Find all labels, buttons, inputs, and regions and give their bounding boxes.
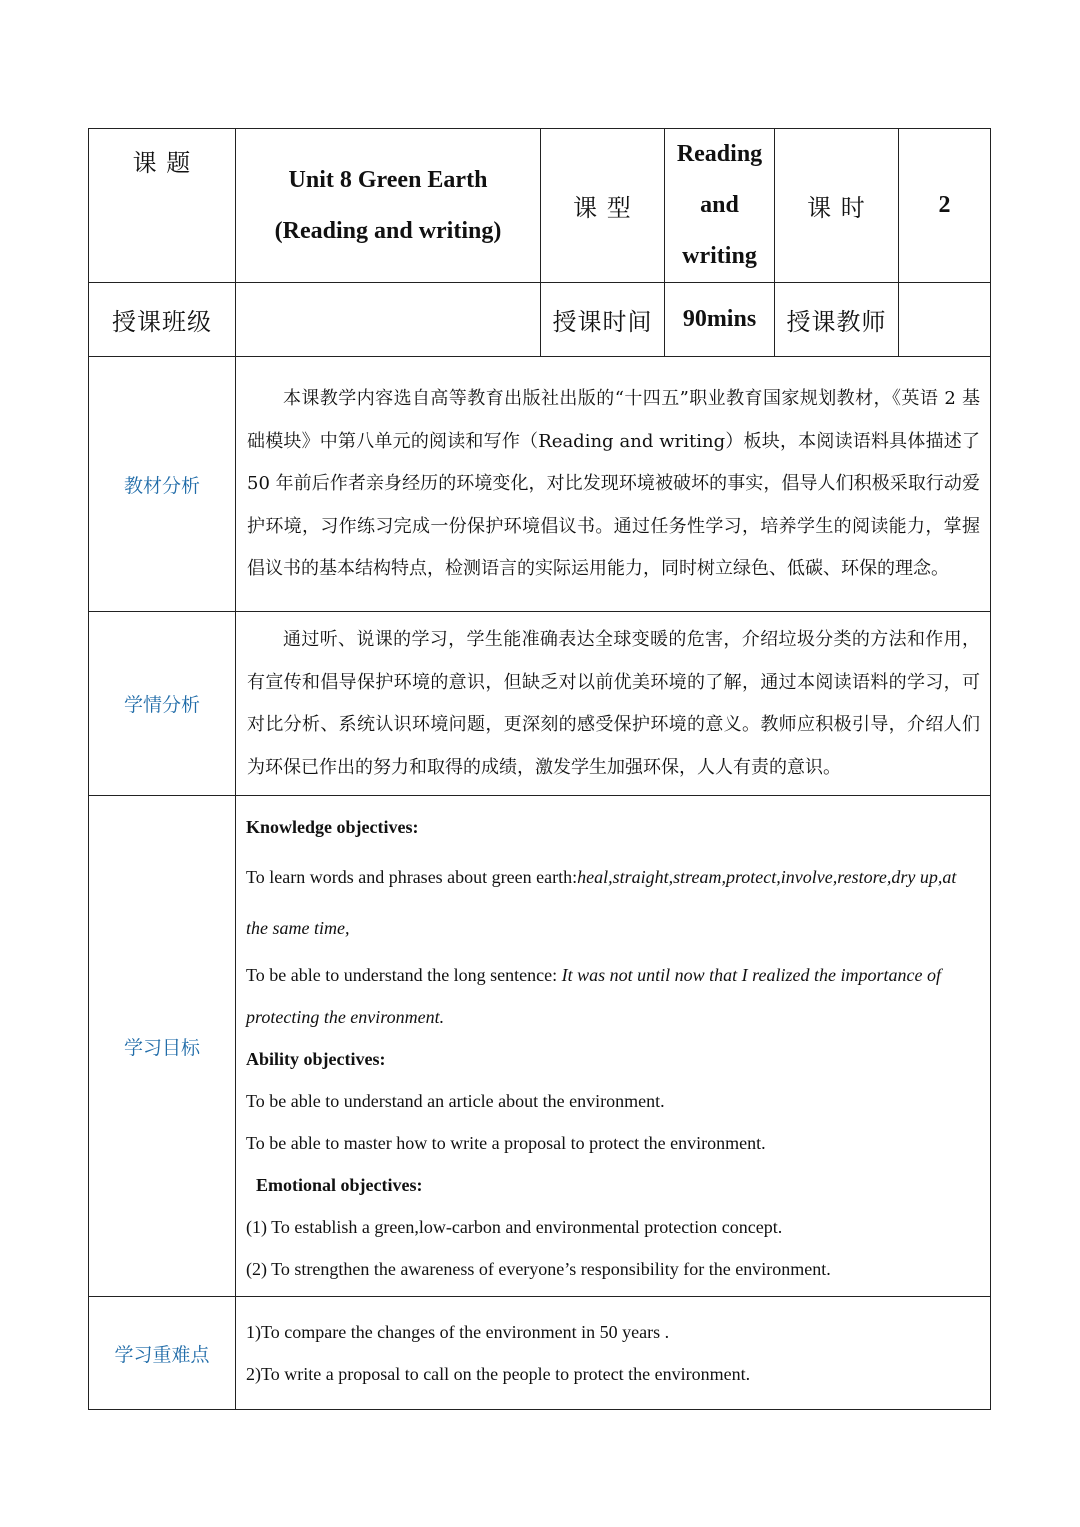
lesson-title-cell bbox=[236, 129, 541, 283]
emotional-item: (2) To strengthen the awareness of everyone’s responsibility for the environment. bbox=[246, 1259, 831, 1279]
time-label: 授课时间 bbox=[552, 308, 653, 336]
lesson-plan-table bbox=[88, 128, 991, 1410]
time-label-cell bbox=[541, 283, 665, 357]
knowledge-words-prefix: To learn words and phrases about green earth: bbox=[246, 867, 578, 887]
learner-analysis-row bbox=[89, 612, 991, 796]
objectives-row bbox=[89, 796, 991, 1297]
key-point-item: 2)To write a proposal to call on the people to protect the environment. bbox=[246, 1364, 751, 1384]
ability-item: To be able to understand an article about the environment. bbox=[246, 1091, 665, 1111]
key-point-item: 1)To compare the changes of the environment in 50 years . bbox=[246, 1322, 670, 1342]
class-label: 授课班级 bbox=[112, 308, 212, 336]
teacher-label-cell bbox=[775, 283, 899, 357]
textbook-analysis-text: 本课教学内容选自高等教育出版社出版的“十四五”职业教育国家规划教材，《英语 2 基础模块》中第八单元的阅读和写作（Reading and writing）板块，本阅读语料具体描述了 50 年前后作者亲身经历的环境变化，对比发现环境被破坏的事实，倡导人们积极采取行动爱护环境，习作练习完成一份保护环境倡议书。通过任务性学习，培养学生的阅读能力，掌握倡议书的基本结构特点，检测语言的实际运用能力，同时树立绿色、低碳、环保的理念。 bbox=[247, 388, 980, 580]
type-value-line: and bbox=[700, 192, 739, 218]
emotional-item: (1) To establish a green,low-carbon and environmental protection concept. bbox=[246, 1217, 783, 1237]
time-value: 90mins bbox=[682, 306, 757, 332]
objectives-label: 学习目标 bbox=[123, 1036, 200, 1059]
emotional-heading: Emotional objectives: bbox=[256, 1175, 423, 1195]
type-label-cell bbox=[541, 129, 665, 283]
key-points-label: 学习重难点 bbox=[114, 1343, 210, 1366]
knowledge-sentence-prefix: To be able to understand the long sentence: bbox=[246, 965, 562, 985]
class-label-cell bbox=[89, 283, 236, 357]
type-value-line: writing bbox=[682, 243, 757, 269]
lesson-title-line1: Unit 8 Green Earth bbox=[288, 166, 488, 193]
textbook-analysis-label: 教材分析 bbox=[123, 474, 200, 497]
textbook-analysis-cell bbox=[236, 357, 991, 612]
hours-label: 课 时 bbox=[807, 194, 866, 222]
lesson-title-line2: (Reading and writing) bbox=[274, 217, 502, 244]
key-points-label-cell bbox=[89, 1297, 236, 1410]
hours-value: 2 bbox=[938, 192, 951, 218]
key-points-content bbox=[236, 1299, 990, 1407]
class-value-cell bbox=[236, 283, 541, 357]
textbook-label-cell bbox=[89, 357, 236, 612]
textbook-analysis-row bbox=[89, 357, 991, 612]
topic-label: 课 题 bbox=[132, 149, 192, 177]
learner-analysis-cell bbox=[236, 612, 991, 796]
knowledge-sentence-text: It was not until now that I realized the importance of protecting the environment. bbox=[246, 965, 941, 1027]
learner-analysis-text: 通过听、说课的学习，学生能准确表达全球变暖的危害，介绍垃圾分类的方法和作用，有宣传和倡导保护环境的意识，但缺乏对以前优美环境的了解，通过本阅读语料的学习，可对比分析、系统认识环境问题，更深刻的感受保护环境的意义。教师应积极引导，介绍人们为环保已作出的努力和取得的成绩，激发学生加强环保，人人有责的意识。 bbox=[247, 629, 980, 778]
teacher-value-cell bbox=[899, 283, 991, 357]
knowledge-heading: Knowledge objectives: bbox=[246, 817, 419, 837]
key-points-cell bbox=[236, 1297, 991, 1410]
topic-label-cell bbox=[89, 129, 236, 283]
info-row bbox=[89, 283, 991, 357]
type-value-line: Reading bbox=[676, 141, 763, 167]
type-value-cell bbox=[665, 129, 775, 283]
learner-label-cell bbox=[89, 612, 236, 796]
ability-item: To be able to master how to write a proposal to protect the environment. bbox=[246, 1133, 766, 1153]
type-label: 课 型 bbox=[573, 194, 632, 222]
knowledge-words-list: heal,straight,stream,protect,involve,restore,dry up,at the same time, bbox=[246, 867, 957, 938]
ability-heading: Ability objectives: bbox=[246, 1049, 386, 1069]
objectives-content bbox=[236, 796, 990, 1296]
hours-label-cell bbox=[775, 129, 899, 283]
objectives-cell bbox=[236, 796, 991, 1297]
objectives-label-cell bbox=[89, 796, 236, 1297]
key-points-row bbox=[89, 1297, 991, 1410]
knowledge-sentence bbox=[246, 954, 980, 1038]
teacher-label: 授课教师 bbox=[786, 308, 887, 336]
time-value-cell bbox=[665, 283, 775, 357]
learner-analysis-label: 学情分析 bbox=[123, 694, 200, 716]
header-row bbox=[89, 129, 991, 283]
hours-value-cell bbox=[899, 129, 991, 283]
knowledge-words bbox=[246, 852, 980, 954]
